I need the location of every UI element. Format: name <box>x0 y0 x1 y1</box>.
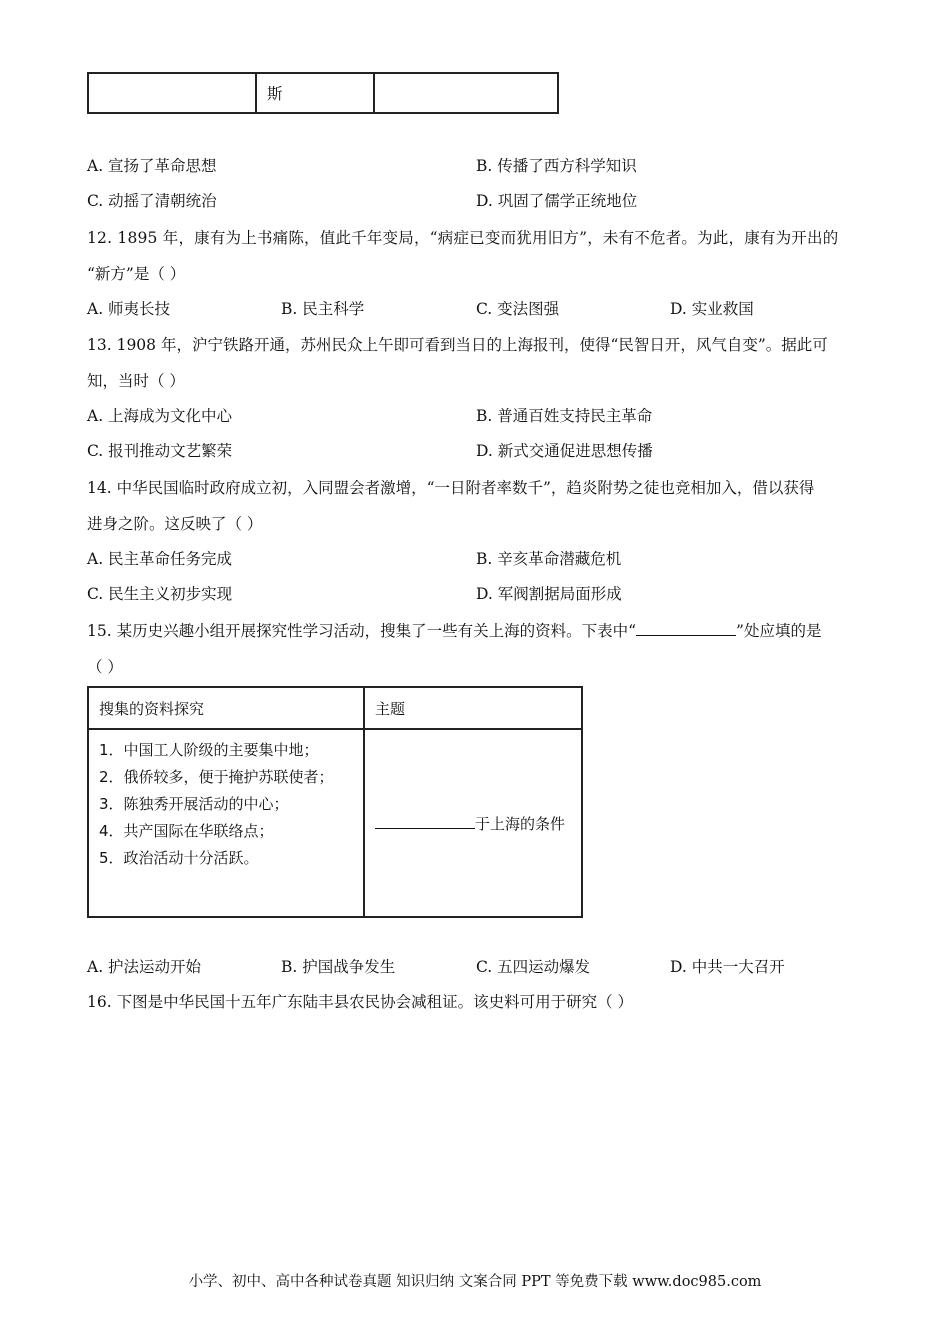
table-cell <box>374 73 558 113</box>
q14-option-b[interactable]: B. 辛亥革命潜藏危机 <box>476 550 622 568</box>
q13-option-d[interactable]: D. 新式交通促进思想传播 <box>476 442 653 460</box>
q11-option-b[interactable]: B. 传播了西方科学知识 <box>476 157 637 175</box>
q12-option-a[interactable]: A. 师夷长技 <box>87 300 171 318</box>
q13-option-a[interactable]: A. 上海成为文化中心 <box>87 407 233 425</box>
q15-option-b[interactable]: B. 护国战争发生 <box>281 958 396 976</box>
answer-blank <box>636 621 736 636</box>
q15-option-a[interactable]: A. 护法运动开始 <box>87 958 202 976</box>
list-item: 1．中国工人阶级的主要集中地； <box>99 741 319 759</box>
q15-stem-line1 <box>87 619 821 641</box>
q14-option-d[interactable]: D. 军阀割据局面形成 <box>476 585 622 603</box>
q14-stem-line2: 进身之阶。这反映了（ ） <box>87 515 263 533</box>
q13-stem-line1: 13. 1908 年，沪宁铁路开通，苏州民众上午即可看到当日的上海报刊，使得“民智日开，风气自变”。据此可 <box>87 336 828 354</box>
q12-option-d[interactable]: D. 实业救国 <box>670 300 754 318</box>
theme-suffix: 于上海的条件 <box>475 814 566 833</box>
q13-option-b[interactable]: B. 普通百姓支持民主革命 <box>476 407 653 425</box>
q15-stem-post: ”处应填的是 <box>736 622 822 640</box>
table-cell: 斯 <box>256 73 374 113</box>
list-item: 2．俄侨较多，便于掩护苏联使者； <box>99 768 334 786</box>
q14-stem-line1: 14. 中华民国临时政府成立初，入同盟会者激增，“一日附者率数千”，趋炎附势之徒也竞相加入，借以获得 <box>87 479 815 497</box>
q14-option-c[interactable]: C. 民生主义初步实现 <box>87 585 233 603</box>
q15-option-c[interactable]: C. 五四运动爆发 <box>476 958 591 976</box>
table-header-materials: 搜集的资料探究 <box>88 687 364 729</box>
list-item: 4．共产国际在华联络点； <box>99 822 274 840</box>
top-table-fragment <box>87 72 559 114</box>
q12-option-c[interactable]: C. 变法图强 <box>476 300 560 318</box>
list-item: 5．政治活动十分活跃。 <box>99 849 259 867</box>
q12-stem-line1: 12. 1895 年，康有为上书痛陈，值此千年变局，“病症已变而犹用旧方”，未有不危者。为此，康有为开出的 <box>87 229 839 247</box>
page-footer: 小学、初中、高中各种试卷真题 知识归纳 文案合同 PPT 等免费下载 www.doc985.com <box>188 1274 762 1290</box>
q15-option-d[interactable]: D. 中共一大召开 <box>670 958 785 976</box>
table-header-theme: 主题 <box>364 687 582 729</box>
q15-stem-pre: 15. 某历史兴趣小组开展探究性学习活动，搜集了一些有关上海的资料。下表中“ <box>87 622 637 640</box>
q12-option-b[interactable]: B. 民主科学 <box>281 300 365 318</box>
answer-blank <box>375 814 475 829</box>
q14-option-a[interactable]: A. 民主革命任务完成 <box>87 550 233 568</box>
q12-stem-line2: “新方”是（ ） <box>87 265 186 283</box>
materials-list <box>88 729 364 917</box>
list-item: 3．陈独秀开展活动的中心； <box>99 795 289 813</box>
q11-option-a[interactable]: A. 宣扬了革命思想 <box>87 157 217 175</box>
q11-option-d[interactable]: D. 巩固了儒学正统地位 <box>476 192 638 210</box>
q13-option-c[interactable]: C. 报刊推动文艺繁荣 <box>87 442 233 460</box>
q15-stem-line2: （ ） <box>87 658 123 676</box>
table-cell <box>88 73 256 113</box>
q15-data-table <box>87 686 583 918</box>
q11-option-c[interactable]: C. 动摇了清朝统治 <box>87 192 217 210</box>
q16-stem-line1: 16. 下图是中华民国十五年广东陆丰县农民协会减租证。该史料可用于研究（ ） <box>87 993 634 1011</box>
theme-cell <box>364 729 582 917</box>
q13-stem-line2: 知，当时（ ） <box>87 372 185 390</box>
